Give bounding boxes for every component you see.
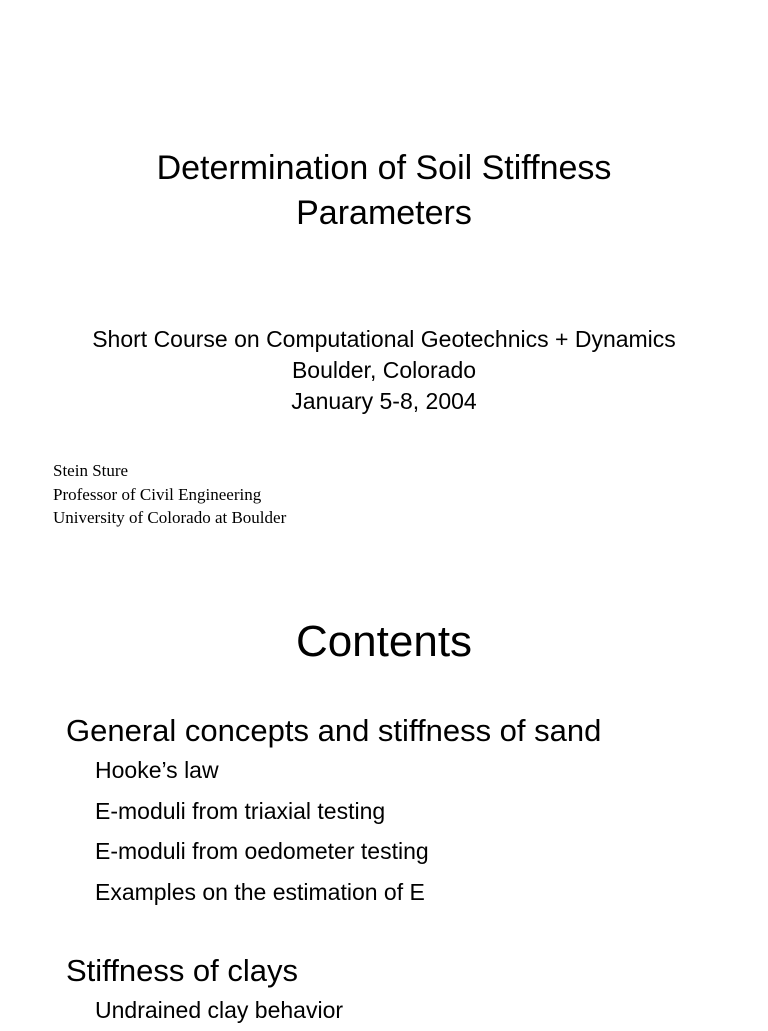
list-item: Undrained clay behavior	[95, 997, 344, 1023]
list-item: E-moduli from triaxial testing	[95, 797, 386, 824]
section-heading: General concepts and stiffness of sand	[66, 713, 602, 748]
list-item: E-moduli from oedometer testing	[95, 838, 429, 864]
contents-heading: Contents	[295, 617, 473, 666]
contents-slide	[0, 600, 768, 1024]
title-line-1: Determination of Soil Stiffness	[156, 149, 612, 187]
list-item: Examples on the estimation of E	[95, 878, 425, 905]
list-item: Hooke’s law	[95, 757, 219, 783]
title-line-2: Parameters	[296, 194, 472, 232]
course-dates: January 5-8, 2004	[291, 388, 477, 414]
presentation-title	[0, 146, 768, 236]
contents-section-sand	[66, 712, 601, 912]
author-name: Stein Sture	[53, 461, 129, 480]
author-info	[53, 459, 286, 530]
section-heading: Stiffness of clays	[66, 953, 299, 988]
author-position: Professor of Civil Engineering	[53, 484, 262, 504]
contents-section-clays	[66, 952, 343, 1031]
author-affiliation: University of Colorado at Boulder	[53, 508, 287, 527]
course-name: Short Course on Computational Geotechnics + Dynamics	[92, 326, 676, 352]
course-info	[0, 324, 768, 417]
course-location: Boulder, Colorado	[291, 357, 477, 383]
